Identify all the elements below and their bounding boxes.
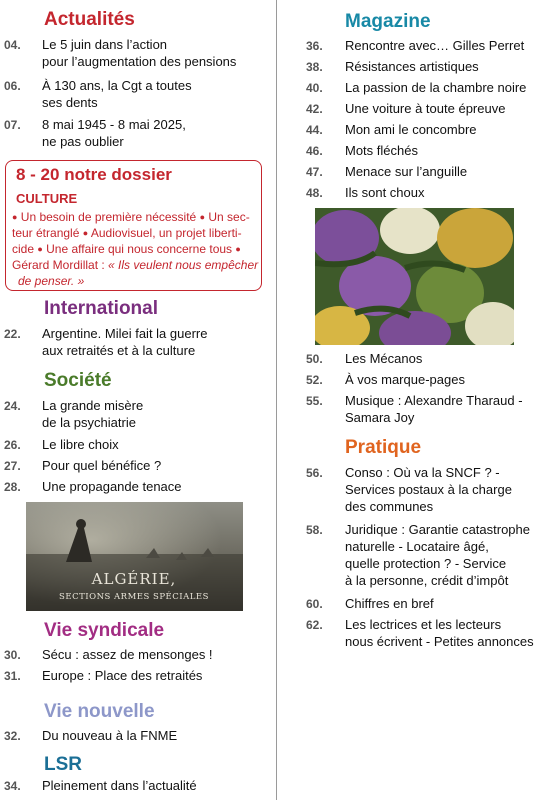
- page-number: 38.: [306, 60, 323, 74]
- entry-line: Juridique : Garantie catastrophe: [345, 522, 530, 537]
- cauliflower-illustration: [315, 208, 514, 345]
- entry-line: pour l’augmentation des pensions: [42, 54, 237, 69]
- entry-line: Une voiture à toute épreuve: [345, 101, 506, 116]
- poster-subtitle: SECTIONS ARMES SPÉCIALES: [59, 592, 209, 602]
- entry-line: Résistances artistiques: [345, 59, 479, 74]
- section-title-actualites: Actualités: [44, 9, 135, 30]
- page-number: 55.: [306, 394, 323, 408]
- page-number: 34.: [4, 779, 21, 793]
- dossier-line: [18, 274, 84, 289]
- entry-line: à la personne, crédit d’impôt: [345, 573, 509, 588]
- entry-line: Pleinement dans l’actualité: [42, 778, 197, 793]
- page-number: 52.: [306, 373, 323, 387]
- page-number: 06.: [4, 79, 21, 93]
- section-title-magazine: Magazine: [345, 11, 431, 32]
- dossier-item: teur étranglé: [12, 226, 80, 240]
- entry-line: Mots fléchés: [345, 143, 418, 158]
- entry-line: Musique : Alexandre Tharaud -: [345, 393, 523, 408]
- entry-line: Le libre choix: [42, 437, 119, 452]
- page-number: 46.: [306, 144, 323, 158]
- dossier-item: cide: [12, 242, 35, 256]
- entry-line: Services postaux à la charge: [345, 482, 512, 497]
- page-number: 47.: [306, 165, 323, 179]
- page-number: 48.: [306, 186, 323, 200]
- bullet-icon: ●: [199, 212, 205, 222]
- dossier-item: Audiovisuel, un projet liberti-: [90, 226, 242, 240]
- entry-line: ses dents: [42, 95, 98, 110]
- page-number: 36.: [306, 39, 323, 53]
- entry-line: Le 5 juin dans l’action: [42, 37, 168, 52]
- entry-line: Conso : Où va la SNCF ? -: [345, 465, 500, 480]
- page-number: 56.: [306, 466, 323, 480]
- entry-line: nous écrivent - Petites annonces: [345, 634, 534, 649]
- entry-line: La passion de la chambre noire: [345, 80, 527, 95]
- entry-line: naturelle - Locataire âgé,: [345, 539, 489, 554]
- section-title-pratique: Pratique: [345, 437, 422, 458]
- section-title-societe: Société: [44, 370, 112, 391]
- entry-line: Menace sur l’anguille: [345, 164, 468, 179]
- page-number: 58.: [306, 523, 323, 537]
- entry-line: Rencontre avec… Gilles Perret: [345, 38, 525, 53]
- algerie-poster-image: [26, 502, 243, 611]
- page-number: 44.: [306, 123, 323, 137]
- dossier-item: Un besoin de première nécessité: [20, 210, 197, 224]
- entry-line: ne pas oublier: [42, 134, 124, 149]
- page-number: 40.: [306, 81, 323, 95]
- entry-line: Mon ami le concombre: [345, 122, 477, 137]
- dossier-line: [12, 210, 250, 225]
- section-title-lsr: LSR: [44, 754, 82, 775]
- bullet-icon: ●: [82, 228, 89, 238]
- section-title-vie-nouvelle: Vie nouvelle: [44, 701, 155, 722]
- entry-line: Les lectrices et les lecteurs: [345, 617, 502, 632]
- page-number: 50.: [306, 352, 323, 366]
- page-number: 24.: [4, 399, 21, 413]
- page-number: 42.: [306, 102, 323, 116]
- page-number: 04.: [4, 38, 21, 52]
- entry-line: À 130 ans, la Cgt a toutes: [42, 78, 192, 93]
- entry-line: Argentine. Milei fait la guerre: [42, 326, 208, 341]
- page-number: 32.: [4, 729, 21, 743]
- dossier-box[interactable]: [5, 160, 262, 291]
- dossier-line: [12, 258, 258, 273]
- section-title-vie-syndicale: Vie syndicale: [44, 620, 165, 641]
- page-number: 28.: [4, 480, 21, 494]
- entry-line: Pour quel bénéfice ?: [42, 458, 162, 473]
- entry-line: Les Mécanos: [345, 351, 423, 366]
- bullet-icon: ●: [37, 244, 43, 254]
- page-number: 31.: [4, 669, 21, 683]
- entry-line: de la psychiatrie: [42, 415, 136, 430]
- dossier-line: [12, 226, 242, 241]
- entry-line: Une propagande tenace: [42, 479, 182, 494]
- dossier-item: Une affaire qui nous concerne tous: [46, 242, 233, 256]
- dossier-line: [12, 242, 241, 257]
- page-number: 60.: [306, 597, 323, 611]
- entry-line: La grande misère: [42, 398, 144, 413]
- poster-illustration: [26, 502, 243, 611]
- dossier-quote: « Ils veulent nous empêcher: [108, 258, 259, 272]
- entry-line: Sécu : assez de mensonges !: [42, 647, 213, 662]
- entry-line: aux retraités et à la culture: [42, 343, 196, 358]
- entry-line: Chiffres en bref: [345, 596, 434, 611]
- entry-line: des communes: [345, 499, 434, 514]
- entry-line: quelle protection ? - Service: [345, 556, 507, 571]
- page-number: 22.: [4, 327, 21, 341]
- entry-line: Europe : Place des retraités: [42, 668, 203, 683]
- section-title-international: International: [44, 298, 159, 319]
- page-number: 26.: [4, 438, 21, 452]
- page-number: 62.: [306, 618, 323, 632]
- page-number: 07.: [4, 118, 21, 132]
- entry-line: Du nouveau à la FNME: [42, 728, 178, 743]
- bullet-icon: ●: [235, 244, 241, 254]
- dossier-item: Gérard Mordillat :: [12, 258, 109, 272]
- entry-line: À vos marque-pages: [345, 372, 465, 387]
- column-divider: [276, 0, 277, 800]
- page-number: 30.: [4, 648, 21, 662]
- entry-line: Ils sont choux: [345, 185, 425, 200]
- cauliflower-photo: [315, 208, 514, 345]
- dossier-title: 8 - 20 notre dossier: [16, 165, 172, 184]
- dossier-quote: de penser. »: [18, 274, 85, 288]
- page-number: 27.: [4, 459, 21, 473]
- bullet-icon: ●: [12, 212, 18, 222]
- dossier-item: Un sec-: [208, 210, 250, 224]
- poster-title: ALGÉRIE,: [91, 570, 177, 588]
- entry-line: Samara Joy: [345, 410, 415, 425]
- entry-line: 8 mai 1945 - 8 mai 2025,: [42, 117, 186, 132]
- dossier-subtitle: CULTURE: [16, 191, 78, 206]
